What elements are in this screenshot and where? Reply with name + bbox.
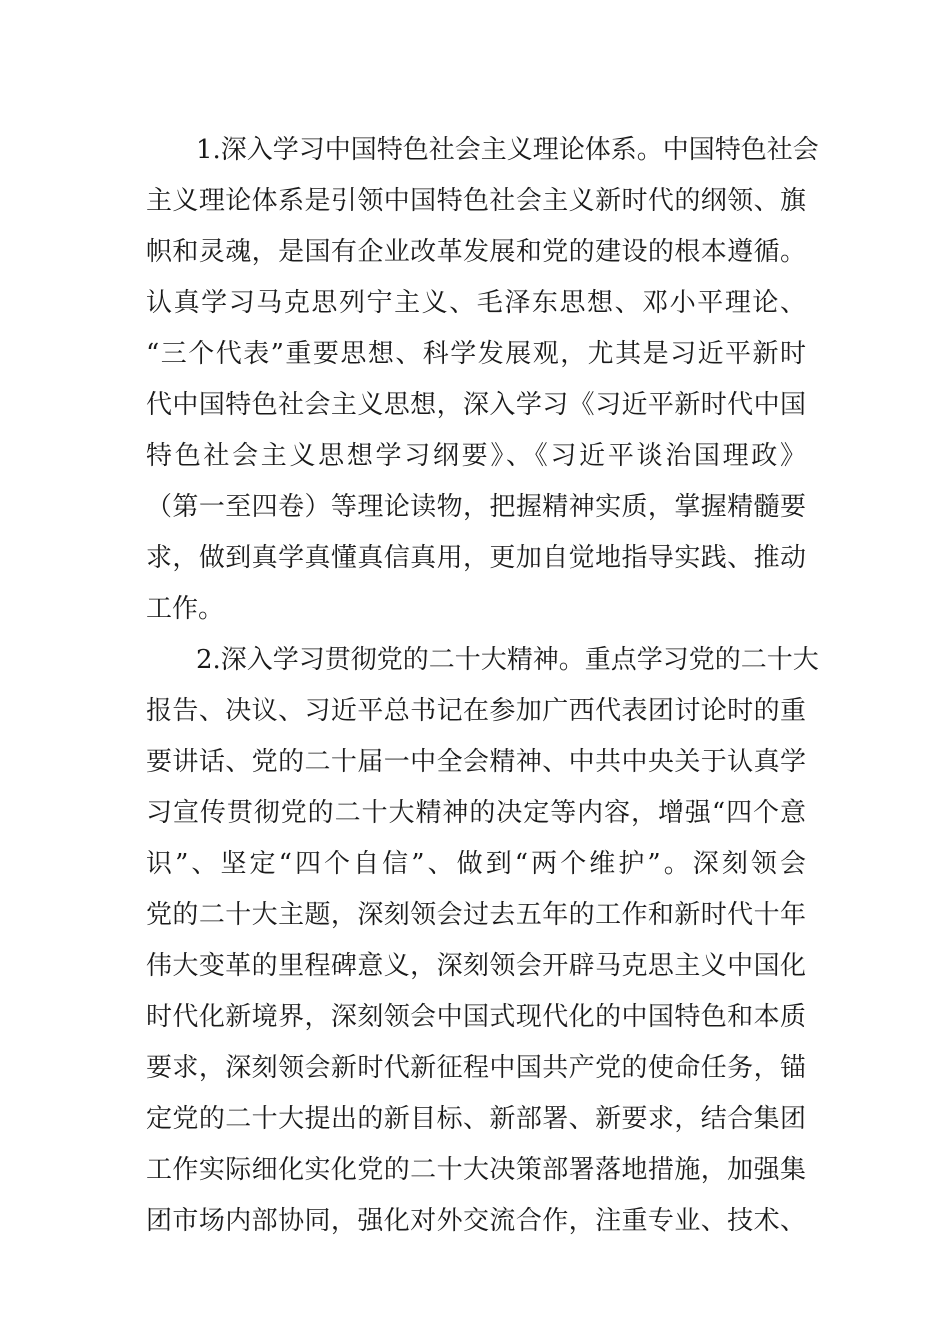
paragraph-2-line-1: 2.深入学习贯彻党的二十大精神。重点学习党的二十大	[196, 645, 819, 675]
paragraph-2-line-4: 习宣传贯彻党的二十大精神的决定等内容，增强“四个意	[146, 798, 806, 828]
paragraph-1-line-2: 主义理论体系是引领中国特色社会主义新时代的纲领、旗	[146, 186, 806, 216]
paragraph-1-line-10: 工作。	[146, 594, 225, 624]
paragraph-2-line-6: 党的二十大主题，深刻领会过去五年的工作和新时代十年	[146, 900, 806, 930]
paragraph-1-line-8: （第一至四卷）等理论读物，把握精神实质，掌握精髓要	[146, 492, 806, 522]
paragraph-2-line-10: 定党的二十大提出的新目标、新部署、新要求，结合集团	[146, 1104, 806, 1134]
paragraph-2-line-12: 团市场内部协同，强化对外交流合作，注重专业、技术、	[146, 1206, 806, 1236]
paragraph-1-line-4: 认真学习马克思列宁主义、毛泽东思想、邓小平理论、	[146, 288, 806, 318]
paragraph-2-line-9: 要求，深刻领会新时代新征程中国共产党的使命任务，锚	[146, 1053, 806, 1083]
paragraph-2-line-11: 工作实际细化实化党的二十大决策部署落地措施，加强集	[146, 1155, 806, 1185]
paragraph-2-line-5: 识”、坚定“四个自信”、做到“两个维护”。深刻领会	[146, 849, 806, 879]
paragraph-1-line-9: 求，做到真学真懂真信真用，更加自觉地指导实践、推动	[146, 543, 806, 573]
paragraph-2-line-2: 报告、决议、习近平总书记在参加广西代表团讨论时的重	[146, 696, 806, 726]
paragraph-1-line-1: 1.深入学习中国特色社会主义理论体系。中国特色社会	[196, 135, 819, 165]
paragraph-1-line-5: “三个代表”重要思想、科学发展观，尤其是习近平新时	[146, 339, 806, 369]
paragraph-1-line-6: 代中国特色社会主义思想，深入学习《习近平新时代中国	[146, 390, 806, 420]
paragraph-2-line-7: 伟大变革的里程碑意义，深刻领会开辟马克思主义中国化	[146, 951, 806, 981]
paragraph-1-line-3: 帜和灵魂，是国有企业改革发展和党的建设的根本遵循。	[146, 237, 806, 267]
paragraph-2-line-8: 时代化新境界，深刻领会中国式现代化的中国特色和本质	[146, 1002, 806, 1032]
paragraph-2-line-3: 要讲话、党的二十届一中全会精神、中共中央关于认真学	[146, 747, 806, 777]
paragraph-1-line-7: 特色社会主义思想学习纲要》、《习近平谈治国理政》	[146, 441, 806, 471]
